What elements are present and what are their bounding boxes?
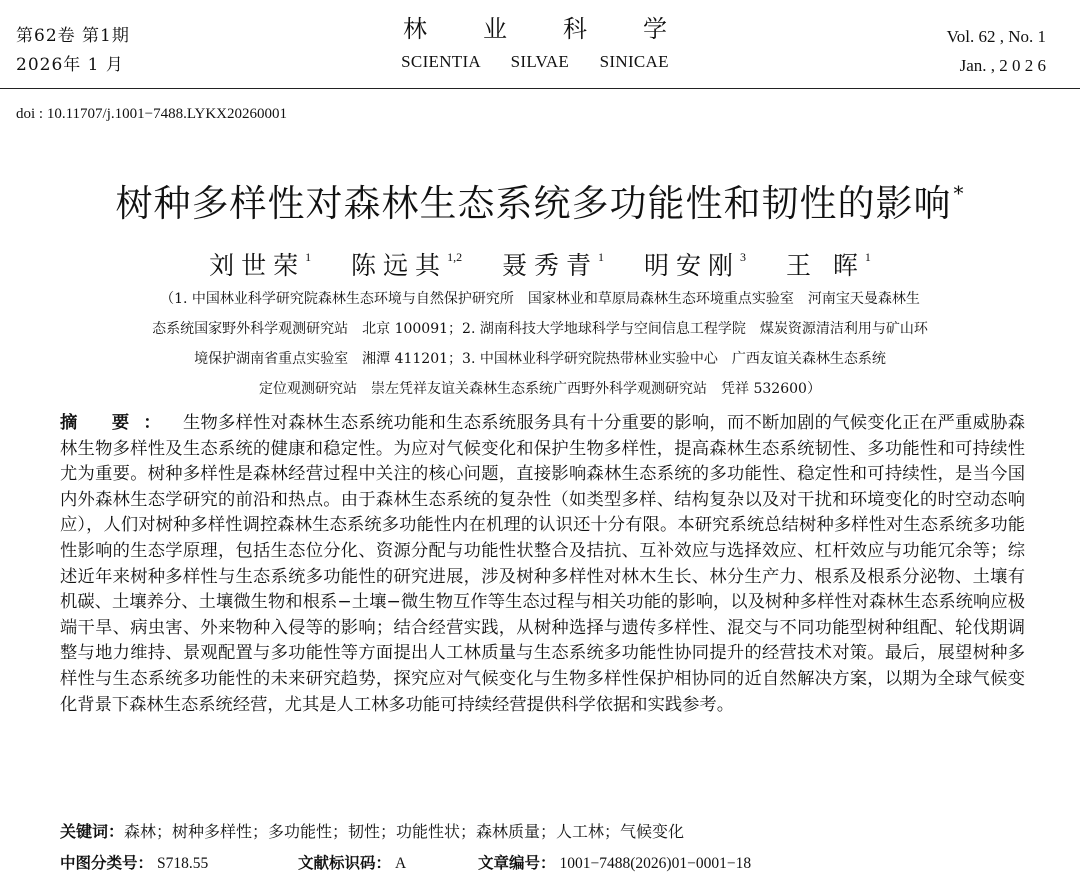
- title-footnote-mark: *: [953, 181, 965, 205]
- author-name: 王 晖: [785, 251, 865, 280]
- affiliation-line: 定位观测研究站 崇左凭祥友谊关森林生态系统广西野外科学观测研究站 凭祥 532600）: [259, 381, 821, 397]
- author: [644, 240, 746, 283]
- affiliations: [50, 284, 1030, 404]
- classification-line: [60, 851, 1025, 876]
- clc-label: 中图分类号：: [60, 853, 154, 872]
- doi-link[interactable]: doi : 10.11707/j.1001−7488.LYKX20260001: [16, 106, 287, 122]
- author: [786, 240, 871, 283]
- abstract: [60, 411, 1025, 718]
- author-name: 聂秀青: [502, 251, 599, 280]
- author: [502, 240, 604, 283]
- article-number: [478, 851, 751, 876]
- journal-name-cn: 林业科学: [403, 15, 723, 43]
- header-rule: [0, 88, 1080, 89]
- journal-name-en: SCIENTIA SILVAE SINICAE: [401, 52, 669, 71]
- volume-issue-en: Vol. 62 , No. 1: [946, 27, 1046, 46]
- document-code-label: 文献标识码：: [298, 853, 392, 872]
- journal-name: [390, 14, 723, 72]
- journal-header: [0, 0, 1080, 90]
- affiliation-line: （1. 中国林业科学研究院森林生态环境与自然保护研究所 国家林业和草原局森林生态环境重点实验室 河南宝天曼森林生: [160, 291, 920, 307]
- author-affiliation-mark: 1: [864, 250, 871, 264]
- author-name: 明安刚: [643, 251, 740, 280]
- date-en: Jan. , 2 0 2 6: [959, 56, 1046, 75]
- header-left: [16, 22, 130, 80]
- author-affiliation-mark: 1,2: [447, 250, 463, 264]
- clc-value: S718.55: [157, 855, 209, 872]
- keywords-text: 森林；树种多样性；多功能性；韧性；功能性状；森林质量；人工林；气候变化: [124, 822, 685, 841]
- article-title: [0, 168, 1080, 229]
- abstract-text: 生物多样性对森林生态系统功能和生态系统服务具有十分重要的影响，而不断加剧的气候变化正在严重威胁森林生物多样性及生态系统的健康和稳定性。为应对气候变化和保护生物多样性，提高森林生态系统韧性、多功能性和可持续性尤为重要。树种多样性是森林经营过程中关注的核心问题，直接影响森林生态系统的多功能性、稳定性和可持续性，是当今国内外森林生态学研究的前沿和热点。由于森林生态系统的复杂性（如类型多样、结构复杂以及对干扰和环境变化的时空动态响应），人们对树种多样性调控森林生态系统多功能性内在机理的认识还十分有限。本研究系统总结树种多样性对生态系统多功能性影响的生态学原理，包括生态位分化、资源分配与功能性状整合及拮抗、互补效应与选择效应、杠杆效应与功能冗余等；综述近年来树种多样性与生态系统多功能性的研究进展，涉及树种多样性对林木生长、林分生产力、根系及根系分泌物、土壤有机碳、土壤养分、土壤微生物和根系−土壤−微生物互作等生态过程与相关功能的影响，以及树种多样性对森林生态系统响应极端干旱、病虫害、外来物种入侵等的影响；结合经营实践，从树种选择与遗传多样性、混交与不同功能型树种组配、轮伐期调整与地力维持、景观配置与多功能性等方面提出人工林质量与生态系统多功能性协同提升的经营技术对策。最后，展望树种多样性与生态系统多功能性的未来研究趋势，探究应对气候变化与生物多样性保护相协同的近自然解决方案，以期为全球气候变化背景下森林生态系统经营，尤其是人工林多功能可持续经营提供科学依据和实践参考。: [60, 413, 1025, 715]
- keywords: [60, 820, 1025, 844]
- article-number-value: 1001−7488(2026)01−0001−18: [559, 855, 752, 872]
- author-affiliation-mark: 3: [740, 250, 746, 264]
- author-affiliation-mark: 1: [305, 250, 312, 264]
- header-right: [947, 22, 1046, 80]
- volume-issue-cn: 第62卷 第1期: [16, 26, 130, 46]
- keywords-label: 关键词：: [60, 822, 125, 841]
- clc-number: [60, 851, 298, 876]
- author-name: 刘世荣: [209, 251, 306, 280]
- document-code-value: A: [395, 855, 407, 872]
- author: [351, 240, 462, 283]
- affiliation-line: 态系统国家野外科学观测研究站 北京 100091；2. 湖南科技大学地球科学与空间信息工程学院 煤炭资源清洁利用与矿山环: [152, 321, 928, 337]
- document-code: [298, 851, 478, 876]
- abstract-label: 摘 要：: [60, 413, 175, 433]
- author-list: [0, 240, 1080, 283]
- author-name: 陈远其: [351, 251, 448, 280]
- author-affiliation-mark: 1: [598, 250, 605, 264]
- affiliation-line: 境保护湖南省重点实验室 湘潭 411201；3. 中国林业科学研究院热带林业实验中心 广西友谊关森林生态系统: [194, 351, 886, 367]
- date-cn: 2026年 1 月: [16, 55, 124, 75]
- title-text: 树种多样性对森林生态系统多功能性和韧性的影响: [115, 182, 952, 225]
- article-number-label: 文章编号：: [478, 853, 556, 872]
- author: [209, 240, 311, 283]
